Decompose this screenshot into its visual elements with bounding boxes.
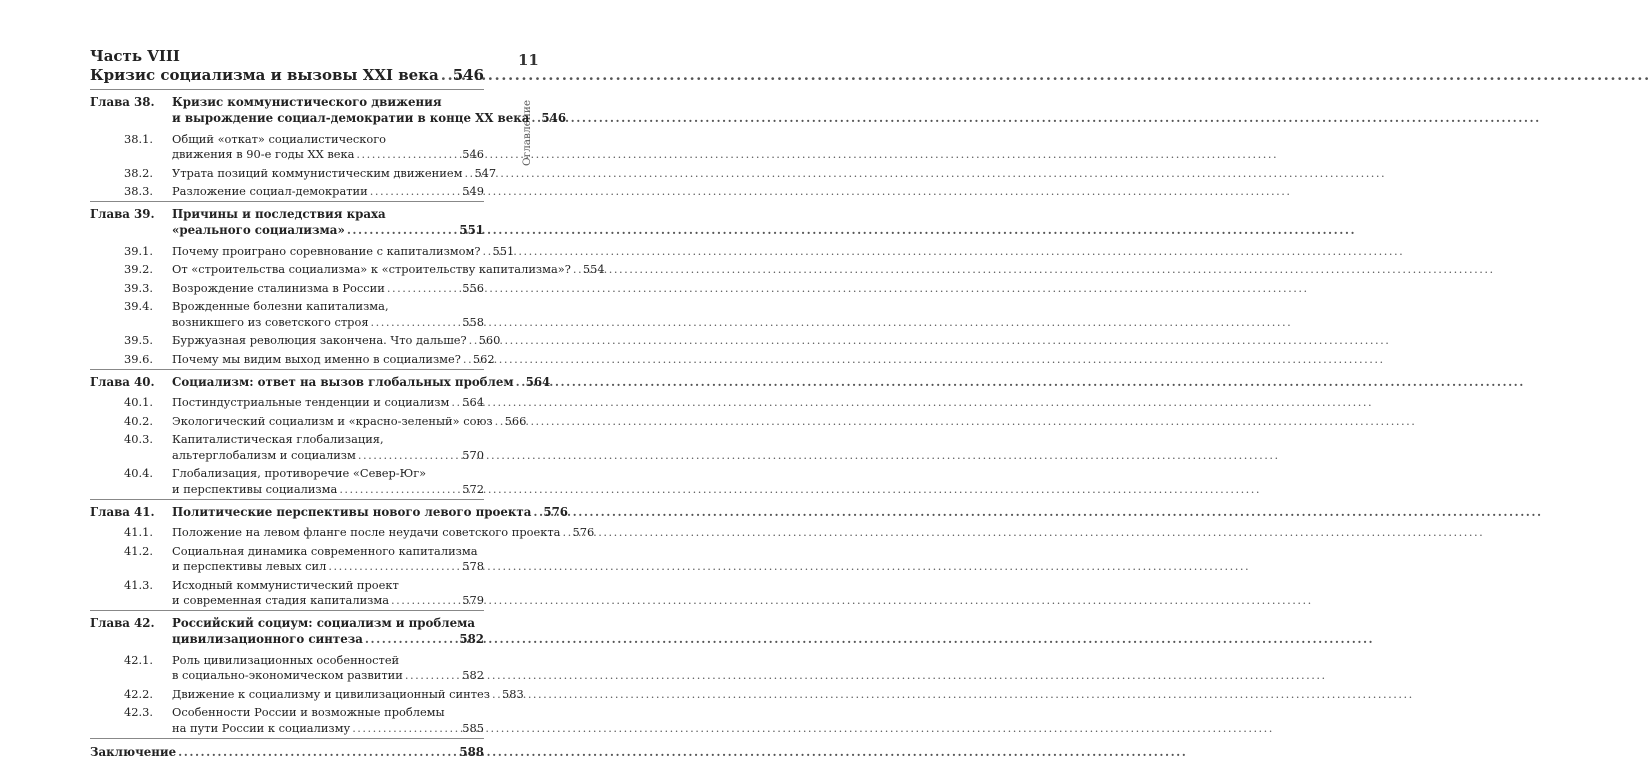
leader-dots <box>391 593 460 609</box>
section-title-line <box>172 705 484 721</box>
page-ref: 582 <box>459 632 484 646</box>
section-title <box>172 299 484 330</box>
section-title-text: движения в 90-е годы XX века <box>172 147 355 161</box>
section-number: 40.1. <box>124 395 153 409</box>
section-number: 38.2. <box>124 165 153 180</box>
section-title-line <box>172 432 484 448</box>
section-entry[interactable] <box>90 524 595 543</box>
section-title-line <box>172 413 527 430</box>
page-ref: 572 <box>462 481 484 496</box>
chapter-entry[interactable] <box>90 90 567 130</box>
section-title-line <box>172 132 484 148</box>
section-title-text: Положение на левом фланге после неудачи советского проекта <box>172 525 561 539</box>
section-entry[interactable] <box>90 412 527 431</box>
section-entry[interactable] <box>90 576 484 610</box>
section-entry[interactable] <box>90 261 605 280</box>
section-entry[interactable] <box>90 130 484 164</box>
page-ref: 556 <box>462 280 484 295</box>
section-number: 40.3. <box>124 432 153 446</box>
section-title <box>172 432 484 463</box>
chapter-title-line <box>172 504 568 520</box>
section-number: 39.6. <box>124 351 153 366</box>
section-title <box>172 525 595 541</box>
section-title-line <box>172 482 484 498</box>
chapter-title <box>172 615 484 647</box>
leader-dots <box>531 110 539 126</box>
section-title-text: Постиндустриальные тенденции и социализм <box>172 395 450 409</box>
section-title-line <box>172 448 484 464</box>
leader-dots <box>516 374 524 390</box>
section-title <box>172 184 484 200</box>
section-number: 40.4. <box>124 466 153 480</box>
section-title-text: Экологический социализм и «красно-зеленый» союз <box>172 413 493 428</box>
section-title-line <box>172 721 484 737</box>
section-title <box>172 578 484 609</box>
section-number: 42.3. <box>124 705 153 719</box>
section-title <box>172 395 484 411</box>
section-title-line <box>172 147 484 163</box>
leader-dots <box>441 65 451 85</box>
chapter-title-line <box>172 615 484 631</box>
section-title-line <box>172 165 497 182</box>
section-entry[interactable] <box>90 685 524 704</box>
page-ref: 551 <box>492 243 515 258</box>
leader-dots <box>347 222 458 238</box>
leader-dots <box>405 668 460 684</box>
conclusion-label: Заключение <box>90 744 177 759</box>
page-number: 11 <box>518 51 539 69</box>
chapter-title <box>172 504 568 520</box>
chapter-title <box>172 374 551 390</box>
chapter-title-text: Кризис коммунистического движения <box>172 95 442 109</box>
section-title-text: альтерглобализм и социализм <box>172 447 356 462</box>
chapter-entry[interactable] <box>90 370 551 394</box>
leader-dots <box>495 414 503 430</box>
chapter-heading <box>90 94 567 126</box>
section-title-text: Особенности России и возможные проблемы <box>172 705 445 719</box>
section-number: 39.4. <box>124 299 153 313</box>
chapter-label: Глава 38. <box>90 95 155 109</box>
section-title-line <box>172 525 595 541</box>
leader-dots <box>463 352 471 368</box>
leader-dots <box>492 687 500 703</box>
section-title <box>172 351 495 368</box>
section-entry[interactable] <box>90 164 497 183</box>
section-title-text: Почему проиграно соревнование с капитализмом? <box>172 243 481 258</box>
section-number: 41.3. <box>124 577 153 592</box>
section-title-line <box>172 262 605 278</box>
section-entry[interactable] <box>90 394 484 413</box>
section-title-text: Почему мы видим выход именно в социализме? <box>172 351 461 366</box>
section-number: 41.1. <box>124 525 153 539</box>
chapter-title-line <box>172 631 484 647</box>
section-title-line <box>172 184 484 200</box>
section-title-line <box>172 668 484 684</box>
section-number: 38.1. <box>124 131 153 146</box>
leader-dots <box>451 395 460 411</box>
leader-dots <box>352 721 460 737</box>
conclusion-entry[interactable] <box>90 739 484 765</box>
section-title <box>172 705 484 736</box>
section-title-line <box>172 243 515 260</box>
section-number: 39.5. <box>124 333 153 347</box>
section-entry[interactable] <box>90 332 501 351</box>
section-title-line <box>172 559 484 575</box>
section-title-text: в социально-экономическом развитии <box>172 668 403 682</box>
chapter-title-text: Российский социум: социализм и проблема <box>172 616 475 630</box>
page-ref: 582 <box>462 668 484 682</box>
page-ref: 551 <box>459 223 484 237</box>
chapter-entry[interactable] <box>90 202 484 242</box>
page-ref: 560 <box>478 333 501 347</box>
section-number: 39.3. <box>124 280 153 295</box>
section-title-text: Общий «откат» социалистического <box>172 131 387 146</box>
section-title-text: и современная стадия капитализма <box>172 593 390 607</box>
page-ref: 576 <box>572 525 595 539</box>
page-ref: 579 <box>462 593 484 607</box>
chapter-title-line <box>172 374 551 390</box>
section-entry[interactable] <box>90 298 484 332</box>
page-ref: 546 <box>452 66 484 84</box>
chapter-label: Глава 39. <box>90 207 155 221</box>
leader-dots <box>328 559 460 575</box>
section-title-text: Капиталистическая глобализация, <box>172 432 384 446</box>
leader-dots <box>562 525 570 541</box>
section-title <box>172 262 605 278</box>
section-title-text: и перспективы социализма <box>172 481 338 496</box>
page-ref: 558 <box>462 314 484 329</box>
section-number: 42.2. <box>124 686 153 701</box>
page-ref: 564 <box>525 374 551 389</box>
section-title <box>172 413 527 430</box>
chapter-title <box>172 206 484 238</box>
chapter-heading <box>90 374 551 390</box>
page-ref: 546 <box>541 111 567 125</box>
chapter-label: Глава 40. <box>90 374 155 389</box>
section-title-text: возникшего из советского строя <box>172 314 369 329</box>
section-title-line <box>172 333 501 349</box>
section-title <box>172 243 515 260</box>
section-title-text: Движение к социализму и цивилизационный синтез <box>172 686 490 701</box>
chapter-title-text: «реального социализма» <box>172 223 345 237</box>
page-ref: 546 <box>462 147 484 161</box>
section-title <box>172 466 484 497</box>
page-ref: 570 <box>462 447 484 462</box>
section-title-line <box>172 395 484 411</box>
section-title-text: Буржуазная революция закончена. Что дальше? <box>172 333 467 347</box>
section-title-line <box>172 544 484 560</box>
section-number: 42.1. <box>124 652 153 667</box>
leader-dots <box>365 631 457 647</box>
chapter-heading <box>90 206 484 238</box>
chapter-title-text: Политические перспективы нового левого проекта <box>172 504 532 519</box>
leader-dots <box>573 262 581 278</box>
section-number: 40.2. <box>124 413 153 428</box>
section-title <box>172 281 484 297</box>
chapter-heading <box>90 615 484 647</box>
section-title-line <box>172 466 484 482</box>
page-ref: 583 <box>501 686 524 701</box>
chapter-entry[interactable] <box>90 611 484 651</box>
conclusion-line <box>90 744 484 760</box>
section-entry[interactable] <box>90 542 484 576</box>
section-entry[interactable] <box>90 279 484 298</box>
leader-dots <box>178 744 457 760</box>
section-title-text: Роль цивилизационных особенностей <box>172 652 400 667</box>
section-entry[interactable] <box>90 183 484 202</box>
running-section-label: Оглавление <box>521 99 533 166</box>
leader-dots <box>358 448 460 464</box>
part-label: Часть VIII <box>90 47 180 65</box>
section-title-line <box>172 593 484 609</box>
part-title-row[interactable] <box>90 65 484 85</box>
section-entry[interactable] <box>90 704 484 738</box>
leader-dots <box>339 482 460 498</box>
section-number: 41.2. <box>124 543 153 558</box>
section-number: 38.3. <box>124 184 153 198</box>
leader-dots <box>464 166 472 182</box>
page-ref: 576 <box>543 504 568 519</box>
page-ref: 578 <box>462 559 484 573</box>
section-entry[interactable] <box>90 465 484 499</box>
part-title: Кризис социализма и вызовы XXI века <box>90 66 439 84</box>
leader-dots <box>370 184 461 200</box>
section-title <box>172 544 484 575</box>
chapter-title-text: цивилизационного синтеза <box>172 632 363 646</box>
page-ref: 549 <box>462 184 484 198</box>
section-title <box>172 165 497 182</box>
section-title <box>172 686 524 703</box>
section-title <box>172 653 484 684</box>
section-title <box>172 132 484 163</box>
section-title-text: и перспективы левых сил <box>172 559 327 573</box>
page-ref: 566 <box>504 413 527 428</box>
section-title-text: Возрождение сталинизма в России <box>172 280 385 295</box>
page-ref: 564 <box>462 395 484 409</box>
leader-dots <box>533 504 541 520</box>
page-ref: 554 <box>582 262 605 276</box>
section-title-text: Разложение социал-демократии <box>172 184 368 198</box>
section-number: 39.1. <box>124 243 153 258</box>
section-title-text: на пути России к социализму <box>172 720 351 735</box>
chapter-title-text: Причины и последствия краха <box>172 207 386 221</box>
chapter-entry[interactable] <box>90 500 568 524</box>
section-title-line <box>172 315 484 331</box>
section-title-text: Социальная динамика современного капитализма <box>172 543 478 558</box>
section-title-text: От «строительства социализма» к «строительству капитализма»? <box>172 262 571 276</box>
chapter-label: Глава 41. <box>90 504 155 519</box>
section-title-line <box>172 281 484 297</box>
leader-dots <box>371 315 461 331</box>
chapter-title <box>172 94 567 126</box>
chapter-title-text: и вырождение социал-демократии в конце XX века <box>172 111 530 125</box>
section-title-line <box>172 578 484 594</box>
chapter-heading <box>90 504 568 520</box>
page-ref: 562 <box>472 351 495 366</box>
section-title-text: Утрата позиций коммунистическим движением <box>172 165 463 180</box>
section-entry[interactable] <box>90 651 484 685</box>
section-title <box>172 333 501 349</box>
leader-dots <box>356 147 460 163</box>
chapter-label: Глава 42. <box>90 616 155 630</box>
section-title-text: Врожденные болезни капитализма, <box>172 299 389 313</box>
page-ref: 588 <box>459 744 484 759</box>
section-title-text: Исходный коммунистический проект <box>172 577 399 592</box>
leader-dots <box>483 244 491 260</box>
leader-dots <box>387 281 460 297</box>
section-entry[interactable] <box>90 431 484 465</box>
section-title-line <box>172 299 484 315</box>
page-ref: 585 <box>462 720 484 735</box>
chapter-title-line <box>172 110 567 126</box>
section-entry[interactable] <box>90 242 515 261</box>
chapter-title-line <box>172 222 484 238</box>
page-ref: 547 <box>474 165 497 180</box>
chapter-title-line <box>172 206 484 222</box>
section-title-line <box>172 653 484 669</box>
section-title-line <box>172 686 524 703</box>
leader-dots <box>469 333 477 349</box>
section-title-line <box>172 351 495 368</box>
section-entry[interactable] <box>90 350 495 369</box>
section-title-text: Глобализация, противоречие «Север-Юг» <box>172 466 427 480</box>
section-number: 39.2. <box>124 262 153 276</box>
chapter-title-text: Социализм: ответ на вызов глобальных проблем <box>172 374 514 389</box>
chapter-title-line <box>172 94 484 110</box>
